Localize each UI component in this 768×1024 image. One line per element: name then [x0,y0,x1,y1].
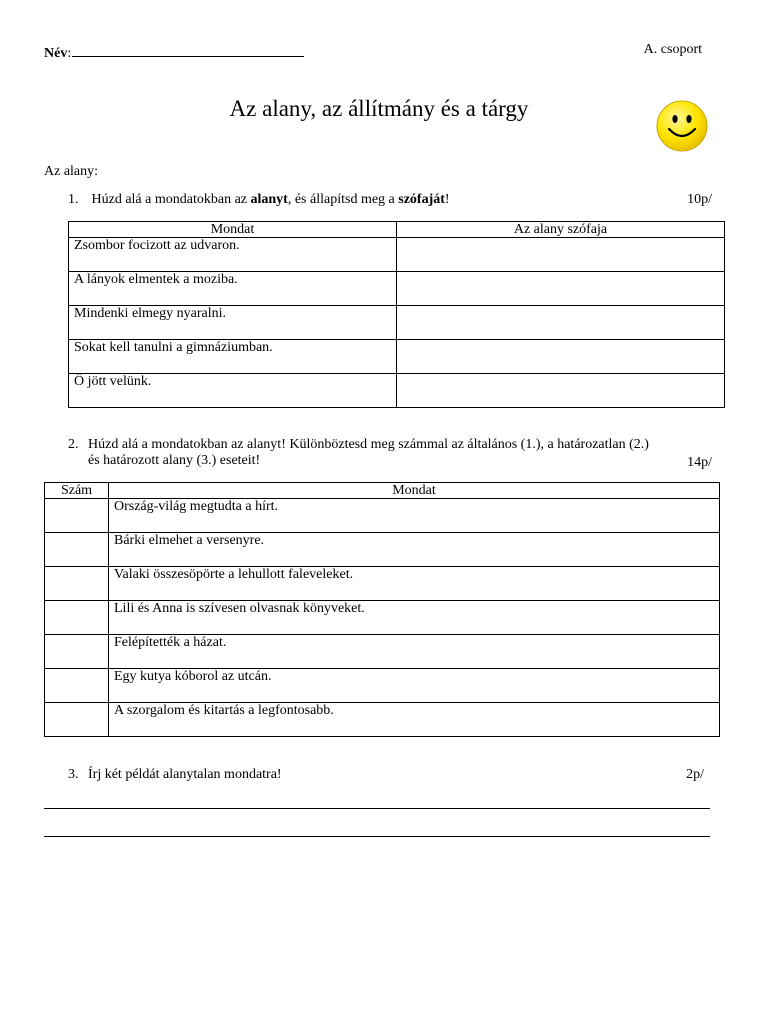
name-input-line[interactable] [72,42,304,57]
number-answer-cell[interactable] [45,533,109,567]
sentence-cell: A lányok elmentek a moziba. [69,272,397,306]
task3-instruction [68,767,712,783]
table-row [69,340,725,374]
table-row [45,499,720,533]
number-answer-cell[interactable] [45,669,109,703]
sentence-cell: Bárki elmehet a versenyre. [109,533,720,567]
page-title: Az alany, az állítmány és a tárgy [229,96,529,121]
task2-instruction [68,437,712,469]
table-row [45,635,720,669]
table-row [69,272,725,306]
task1-bold-a: alanyt [250,192,288,207]
table-row [69,238,725,272]
answer-cell[interactable] [397,306,725,340]
sentence-cell: Ország-világ megtudta a hírt. [109,499,720,533]
task1-bold-b: szófaját [398,192,445,207]
table-row [45,669,720,703]
number-answer-cell[interactable] [45,567,109,601]
header-row [44,42,704,62]
name-label: Név [44,46,68,61]
task3-number: 3. [68,767,79,782]
table-header-row [45,483,720,499]
answer-cell[interactable] [397,340,725,374]
sentence-cell: Lili és Anna is szívesen olvasnak könyveket. [109,601,720,635]
column-header: Az alany szófaja [397,222,725,238]
column-header: Szám [45,483,109,499]
number-answer-cell[interactable] [45,703,109,737]
task3-points: 2p/ [686,767,704,782]
column-header: Mondat [109,483,720,499]
task2-table [44,482,720,737]
table-row [45,533,720,567]
task1-number: 1. [68,192,79,207]
table-row [45,567,720,601]
task1-instruction [68,192,712,208]
answer-line-1[interactable] [44,808,710,809]
group-label: A. csoport [643,42,702,57]
sentence-cell: Ő jött velünk. [69,374,397,408]
table-row [45,703,720,737]
task1-text-c: ! [444,192,450,207]
number-answer-cell[interactable] [45,635,109,669]
answer-line-2[interactable] [44,836,710,837]
task1-text-b: , és állapítsd meg a [287,192,399,207]
task2-points: 14p/ [687,455,712,470]
section-label: Az alany: [44,164,99,179]
number-answer-cell[interactable] [45,601,109,635]
table-row [69,374,725,408]
answer-cell[interactable] [397,238,725,272]
number-answer-cell[interactable] [45,499,109,533]
sentence-cell: Sokat kell tanulni a gimnáziumban. [69,340,397,374]
task1-points: 10p/ [687,192,712,207]
task1-text-a: Húzd alá a mondatokban az [91,192,251,207]
task2-line1: 2. Húzd alá a mondatokban az alanyt! Különböztesd meg számmal az általános (1.), a határozatlan (2.) [68,437,649,452]
answer-cell[interactable] [397,374,725,408]
table-row [69,306,725,340]
table-header-row [69,222,725,238]
sentence-cell: Valaki összesöpörte a lehullott faleveleket. [109,567,720,601]
sentence-cell: Felépítették a házat. [109,635,720,669]
task2-line2: és határozott alany (3.) eseteit! [88,453,261,468]
task2-number: 2. [68,437,79,452]
column-header: Mondat [69,222,397,238]
sentence-cell: Mindenki elmegy nyaralni. [69,306,397,340]
task1-table [68,221,725,408]
answer-cell[interactable] [397,272,725,306]
table-row [45,601,720,635]
sentence-cell: A szorgalom és kitartás a legfontosabb. [109,703,720,737]
name-colon: : [67,46,72,61]
sentence-cell: Egy kutya kóborol az utcán. [109,669,720,703]
sentence-cell: Zsombor focizott az udvaron. [69,238,397,272]
task3-text: Írj két példát alanytalan mondatra! [88,767,282,782]
smiley-face-icon [656,100,708,152]
